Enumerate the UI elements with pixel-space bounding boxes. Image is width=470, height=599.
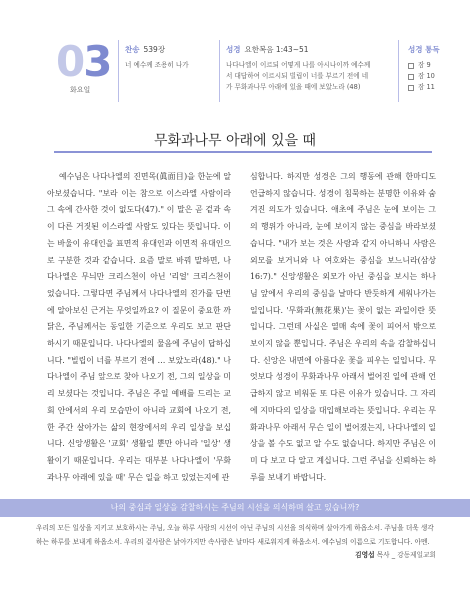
reflection-question: 나의 중심과 일상을 감찰하시는 주님의 시선을 의식하며 살고 있습니까? — [110, 503, 360, 512]
devotional-header — [0, 0, 470, 118]
checkbox-icon[interactable] — [408, 85, 414, 91]
title-underline — [54, 151, 432, 153]
prayer-section — [36, 522, 436, 563]
reading-label: 성경 통독 — [408, 45, 440, 54]
author-church: 강동제일교회 — [397, 551, 436, 559]
verse-line: 나다나엘이 이르되 어떻게 나를 아시나이까 예수께 — [226, 61, 371, 69]
page-title: 무화과나무 아래에 있을 때 — [153, 133, 317, 149]
hymn-label: 찬송 — [125, 45, 140, 54]
prayer-text: 우리의 모든 일상을 지키고 보호하시는 주님, 오늘 하루 사람의 시선이 아닌 주님의 시선을 의식하며 살아가게 하옵소서. 주님을 더욱 생각하는 하루를 보내게 하옵소서. 우리의 겉사람은 낡아가지만 속사람은 날마다 새로워지게 하옵소서. 예수님의 이름으로 기도합니다. 아멘. — [36, 524, 434, 546]
body-text: 예수님은 나다나엘의 진면목(眞面目)을 한눈에 알아보셨습니다. "보라 이는 참으로 이스라엘 사람이라 그 속에 간사한 것이 없도다(47)." 이 말은 곧 겉과 속이 다른 거짓된 이스라엘 사람도 있다는 뜻입니다. 이는 바울이 유대인을 표면적 유대인과 이면적 유대인으로 구분한 것과 같습니다. 요즘 말로 바꿔 말하면, 나다나엘은 무늬만 크리스천이 아닌 '리얼' 크리스천이었습니다. 그렇다면 주님께서 나다나엘의 진가를 단번에 알아보신 근거는 무엇일까요? 이 질문이 중요한 까닭은, 주님께서는 동일한 기준으로 우리도 보고 판단하시기 때문입니다. 나다나엘의 물음에 주님이 답하십니다. "빌립이 너를 부르기 전에 … 보았노라(48)." 나다나엘이 주님 앞으로 찾아 나오기 전, 그의 일상을 미리 보셨다는 것입니다. 주님은 주일 예배를 드리는 교회 안에서의 우리 모습만이 아니라 교회에 나오기 전, 한 주간 살아가는 삶의 현장에서의 우리 일상을 보십니다. 신앙생활은 '교회' 생활일 뿐만 아니라 '일상' 생활이기 때문입니다. 우리는 대부분 나다나엘이 '무화과나무 아래에 있을 때' 무슨 일을 하고 있었는지에 관 — [47, 172, 231, 482]
divider — [398, 40, 399, 102]
divider — [219, 40, 220, 102]
verse-line: 서 대답하여 이르시되 빌립이 너를 부르기 전에 네 — [226, 72, 369, 80]
checkbox-icon[interactable] — [408, 63, 414, 69]
reading-item[interactable]: 잠 9 — [408, 60, 463, 71]
bible-label: 성경 — [226, 45, 241, 54]
reading-item[interactable]: 잠 10 — [408, 71, 463, 82]
author-line: 김영섭 목사 _ 강동제일교회 — [355, 551, 436, 559]
day-number: 03 — [56, 37, 111, 86]
bible-reference: 요한복음 1:43~51 — [244, 45, 309, 54]
day-of-week: 화요일 — [70, 86, 91, 94]
verse-line: 가 무화과나무 아래에 있을 때에 보았노라 (48) — [226, 83, 361, 91]
author-title: 목사 — [376, 551, 390, 559]
hymn-title: 너 예수께 조용히 나가 — [125, 61, 189, 69]
body-left-column — [47, 169, 231, 486]
checkbox-icon[interactable] — [408, 74, 414, 80]
hymn-section — [125, 44, 210, 71]
bible-verse — [226, 60, 386, 93]
hymn-number: 539장 — [143, 45, 166, 54]
day-badge — [56, 37, 118, 95]
reading-section — [408, 44, 463, 93]
bible-section — [226, 44, 386, 93]
author-name: 김영섭 — [355, 551, 375, 559]
body-text: 심합니다. 하지만 성경은 그의 행동에 관해 한마디도 언급하지 않습니다. 성경이 침묵하는 분명한 이유와 숨겨진 의도가 있습니다. 애초에 주님은 눈에 보이는 그의 행위가 아니라, 눈에 보이지 않는 중심을 바라보셨습니다. "내가 보는 것은 사람과 같지 아니하니 사람은 외모를 보거니와 나 여호와는 중심을 보느니라(삼상 16:7)." 신앙생활은 외모가 아닌 중심을 보시는 하나님 앞에서 우리의 중심을 날마다 반듯하게 세워나가는 일입니다. '무화과(無花果)'는 꽃이 없는 과일이란 뜻입니다. 그런데 사실은 열매 속에 꽃이 피어서 밖으로 보이지 않을 뿐입니다. 주님은 우리의 속을 감찰하십니다. 신앙은 내면에 아름다운 꽃을 피우는 일입니다. 무엇보다 성경이 무화과나무 아래서 벌어진 일에 관해 언급하지 않고 비워둔 또 다른 이유가 있습니다. 그 자리에 지마다의 일상을 대입해보라는 뜻입니다. 우리는 무화과나무 아래서 무슨 일이 벌어졌는지, 나다나엘의 일상을 볼 수도 없고 알 수도 없습니다. 하지만 주님은 이미 다 보고 다 알고 계십니다. 그런 주님을 신뢰하는 하루를 보내기 바랍니다. — [250, 172, 436, 482]
reading-item[interactable]: 잠 11 — [408, 82, 463, 93]
body-right-column — [250, 169, 436, 486]
divider — [118, 40, 119, 102]
